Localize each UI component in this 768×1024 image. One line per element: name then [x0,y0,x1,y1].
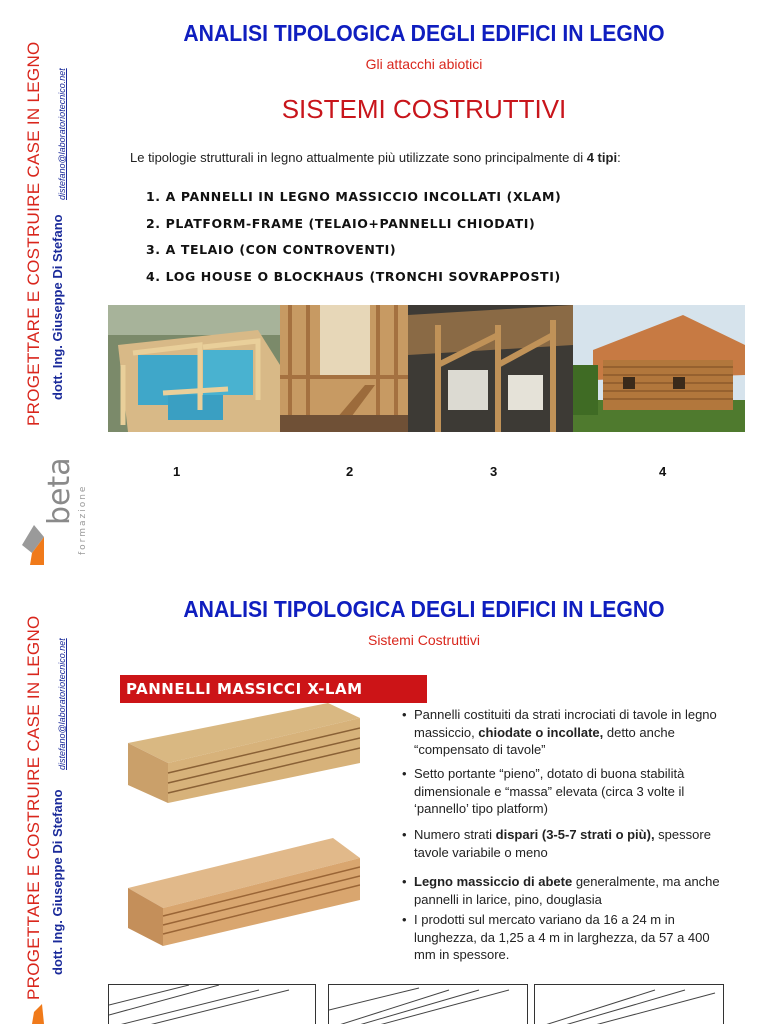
bullet-3: • Numero strati dispari (3-5-7 strati o più), spessore tavole variabile o meno [402,827,711,860]
photo-platform-frame [280,305,408,432]
beta-logo-icon [22,525,44,565]
slide1-intro: Le tipologie strutturali in legno attualmente più utilizzate sono principalmente di 4 tipi: [130,150,621,165]
construction-types-list [146,189,561,296]
slide1-title: ANALISI TIPOLOGICA DEGLI EDIFICI IN LEGNO [183,20,665,46]
bullet-4: • Legno massiccio di abete generalmente, ma anche pannelli in larice, pino, douglasia [402,874,720,907]
section-label-xlam: PANNELLI MASSICCI X-LAM [120,675,427,703]
sidebar-title: PROGETTARE E COSTRUIRE CASE IN LEGNO [24,41,43,426]
beta-logo-2 [20,1004,70,1024]
panel-drawing-2 [328,984,528,1024]
slide1-heading: SISTEMI COSTRUTTIVI [281,94,567,124]
type-item-xlam: 1. A PANNELLI IN LEGNO MASSICCIO INCOLLATI (XLAM) [146,189,562,204]
slide1-subtitle: Gli attacchi abiotici [365,56,483,72]
slide2-subtitle: Sistemi Costruttivi [367,632,481,648]
type-item-log-house: 4. LOG HOUSE O BLOCKHAUS (TRONCHI SOVRAPPOSTI) [146,269,561,285]
sidebar-email-link[interactable]: distefano@laboratoriotecnico.net [57,68,67,200]
photo-number-1: 1 [173,464,181,479]
bullet-5: • I prodotti sul mercato variano da 16 a 24 m in lunghezza, da 1,25 a 4 m in larghezza, da 57 a 400 mm in spessore. [402,912,710,962]
beta-logo-subtitle: formazione [78,484,88,555]
sidebar-author: dott. Ing. Giuseppe Di Stefano [50,214,65,400]
photo-log-house [573,305,745,432]
bullet-2: • Setto portante “pieno”, dotato di buona stabilità dimensionale e “massa” elevata (circa 3 volte il ‘pannello’ tipo platform) [402,766,685,816]
type-item-platform-frame: 2. PLATFORM-FRAME (TELAIO+PANNELLI CHIODATI) [146,215,536,231]
sidebar-email-link-2[interactable]: distefano@laboratoriotecnico.net [57,638,67,770]
photo-timber-frame [408,305,573,432]
bullet-1: • Pannelli costituiti da strati incrociati di tavole in legno massiccio, chiodate o incollate, detto anche “compensato di tavole” [402,707,717,757]
xlam-panel-image-1 [128,703,360,808]
photo-number-3: 3 [490,464,498,479]
photo-number-2: 2 [346,464,354,479]
beta-logo [20,437,88,567]
photo-number-4: 4 [659,464,667,479]
panel-drawing-1 [108,984,316,1024]
xlam-panel-image-2 [128,838,360,948]
photo-xlam-building [108,305,280,432]
slide2-title: ANALISI TIPOLOGICA DEGLI EDIFICI IN LEGNO [183,596,665,622]
panel-drawing-3 [534,984,724,1024]
sidebar-author-2: dott. Ing. Giuseppe Di Stefano [50,789,65,975]
beta-logo-icon-2 [20,1004,44,1024]
beta-logo-word: beta [42,457,77,525]
type-item-telaio: 3. A TELAIO (CON CONTROVENTI) [146,242,397,258]
sidebar-title-2: PROGETTARE E COSTRUIRE CASE IN LEGNO [24,615,43,1000]
